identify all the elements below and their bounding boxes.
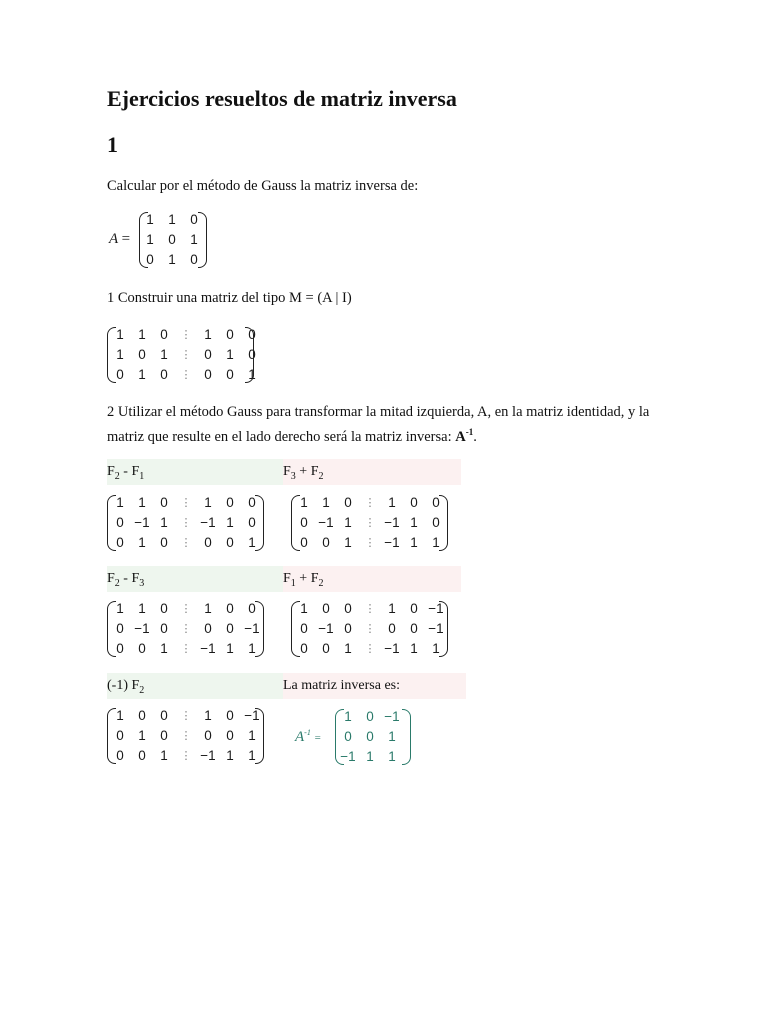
matrix-cell: 0 [138, 347, 146, 362]
operation-operator: + F [295, 571, 319, 586]
matrix-cell: 0 [190, 212, 198, 227]
matrix-cell: 1 [226, 347, 234, 362]
operation-matrix-grid [293, 599, 447, 659]
matrix-cell: 0 [138, 641, 146, 656]
operation-subscript: 1 [139, 470, 145, 482]
matrix-cell: 0 [300, 621, 308, 636]
matrix-cell: 0 [248, 327, 256, 342]
matrix-cell: 1 [226, 641, 234, 656]
operation-matrix-grid [109, 706, 263, 766]
matrix-cell: −1 [384, 535, 400, 550]
matrix-row [139, 210, 205, 230]
matrix-cell: −1 [340, 749, 356, 764]
augment-separator: ⋮ [180, 603, 192, 615]
matrix-cell: 0 [226, 367, 234, 382]
matrix-row [109, 706, 263, 726]
matrix-cell: 1 [138, 601, 146, 616]
operation-matrix-grid [109, 493, 263, 553]
matrix-cell: 0 [226, 535, 234, 550]
matrix-row [293, 493, 447, 513]
operation-label: F [283, 571, 291, 586]
matrix-cell: 0 [160, 327, 168, 342]
matrix-cell: 0 [248, 515, 256, 530]
matrix-cell: 0 [226, 708, 234, 723]
matrix-cell: 0 [344, 729, 352, 744]
right-bracket [198, 212, 207, 268]
augment-separator: ⋮ [180, 369, 192, 381]
matrix-row [139, 230, 205, 250]
matrix-cell: 0 [204, 728, 212, 743]
matrix-cell: 0 [432, 495, 440, 510]
matrix-cell: 0 [204, 621, 212, 636]
matrix-cell: 0 [116, 621, 124, 636]
matrix-cell: 0 [432, 515, 440, 530]
matrix-cell: −1 [318, 621, 334, 636]
matrix-row [293, 619, 447, 639]
matrix-cell: 1 [344, 515, 352, 530]
matrix-cell: 0 [344, 495, 352, 510]
right-bracket [255, 708, 264, 764]
operation-subscript: 2 [114, 577, 120, 589]
matrix-row [139, 250, 205, 270]
matrix-cell: 0 [248, 601, 256, 616]
matrix-row [293, 533, 447, 553]
operation-operator: - F [119, 571, 140, 586]
matrix-cell: 0 [160, 535, 168, 550]
matrix-cell: 1 [146, 232, 154, 247]
matrix-cell: 1 [160, 515, 168, 530]
matrix-cell: 0 [226, 621, 234, 636]
matrix-cell: 1 [388, 495, 396, 510]
matrix-cell: 1 [248, 641, 256, 656]
matrix-cell: 0 [116, 748, 124, 763]
operation-operator: + F [295, 464, 319, 479]
page-title: Ejercicios resueltos de matriz inversa [107, 86, 457, 111]
operation-header [283, 566, 461, 592]
matrix-cell: 1 [116, 495, 124, 510]
matrix-cell: 0 [226, 728, 234, 743]
matrix-cell: 1 [388, 749, 396, 764]
problem-statement: Calcular por el método de Gauss la matriz inversa de: [107, 178, 419, 194]
augment-separator: ⋮ [364, 623, 376, 635]
operation-subscript: 2 [318, 577, 324, 589]
matrix-cell: 1 [248, 367, 256, 382]
matrix-cell: 1 [204, 327, 212, 342]
matrix-cell: 0 [138, 748, 146, 763]
operation-label: F [283, 464, 291, 479]
matrix-cell: 1 [204, 495, 212, 510]
matrix-row [109, 365, 263, 385]
augment-separator: ⋮ [364, 537, 376, 549]
matrix-cell: 1 [248, 535, 256, 550]
matrix-cell: 1 [366, 749, 374, 764]
right-bracket [255, 601, 264, 657]
augment-separator: ⋮ [180, 497, 192, 509]
operation-label: F [107, 464, 115, 479]
matrix-cell: 0 [248, 495, 256, 510]
matrix-cell: 0 [322, 601, 330, 616]
matrix-cell: −1 [318, 515, 334, 530]
matrix-cell: 1 [160, 347, 168, 362]
exercise-number: 1 [107, 132, 118, 157]
matrix-cell: 0 [322, 535, 330, 550]
step1-text: 1 Construir una matriz del tipo M = (A | I) [107, 290, 352, 306]
operation-matrix [107, 706, 267, 768]
augment-separator: ⋮ [180, 349, 192, 361]
matrix-row [337, 747, 403, 767]
result-header: La matriz inversa es: [283, 673, 466, 699]
operation-subscript: 3 [139, 577, 145, 589]
matrix-row [109, 345, 263, 365]
matrix-cell: 0 [160, 367, 168, 382]
matrix-cell: 0 [410, 601, 418, 616]
matrix-cell: −1 [244, 708, 260, 723]
matrix-cell: 0 [226, 327, 234, 342]
matrix-row [293, 639, 447, 659]
augment-separator: ⋮ [180, 730, 192, 742]
matrix-cell: 0 [146, 252, 154, 267]
matrix-cell: 0 [300, 641, 308, 656]
matrix-cell: 1 [410, 515, 418, 530]
matrix-cell: 0 [160, 601, 168, 616]
matrix-cell: 1 [168, 252, 176, 267]
matrix-cell: −1 [200, 748, 216, 763]
matrix-cell: 0 [366, 709, 374, 724]
matrix-cell: 1 [322, 495, 330, 510]
operation-matrix [291, 599, 451, 661]
matrix-row [293, 599, 447, 619]
matrix-row [109, 513, 263, 533]
matrix-cell: −1 [244, 621, 260, 636]
matrix-row [109, 325, 263, 345]
operation-header [107, 566, 285, 592]
matrix-cell: 0 [204, 347, 212, 362]
operation-operator: - F [119, 464, 140, 479]
matrix-cell: 1 [146, 212, 154, 227]
matrix-cell: 1 [138, 728, 146, 743]
matrix-cell: 0 [116, 367, 124, 382]
matrix-cell: 1 [226, 748, 234, 763]
matrix-cell: 0 [160, 621, 168, 636]
matrix-cell: 1 [116, 708, 124, 723]
matrix-a-label: A = [109, 231, 131, 247]
matrix-cell: 0 [190, 252, 198, 267]
matrix-cell: 0 [226, 601, 234, 616]
matrix-cell: 0 [160, 495, 168, 510]
matrix-row [109, 599, 263, 619]
augment-separator: ⋮ [364, 497, 376, 509]
matrix-cell: −1 [384, 515, 400, 530]
matrix-cell: 1 [432, 535, 440, 550]
matrix-cell: 1 [300, 601, 308, 616]
matrix-cell: 1 [432, 641, 440, 656]
operation-header [107, 459, 285, 485]
matrix-cell: 0 [160, 708, 168, 723]
matrix-row [109, 533, 263, 553]
operation-subscript: 1 [290, 577, 296, 589]
matrix-row [337, 727, 403, 747]
matrix-cell: 1 [300, 495, 308, 510]
operation-matrix [291, 493, 451, 555]
matrix-cell: 0 [168, 232, 176, 247]
augment-separator: ⋮ [180, 750, 192, 762]
augment-separator: ⋮ [180, 329, 192, 341]
matrix-cell: 0 [204, 535, 212, 550]
operation-subscript: 2 [114, 470, 120, 482]
augment-separator: ⋮ [180, 517, 192, 529]
matrix-cell: 1 [410, 535, 418, 550]
step2-text: 2 Utilizar el método Gauss para transformar la mitad izquierda, A, en la matriz identidad, y la matriz que resulte en el lado derecho será la matriz inversa: $A^{-1}$. [107, 404, 650, 445]
augment-separator: ⋮ [364, 643, 376, 655]
matrix-cell: 1 [204, 708, 212, 723]
augment-separator: ⋮ [180, 537, 192, 549]
matrix-cell: 1 [138, 367, 146, 382]
operation-matrix-grid [109, 599, 263, 659]
matrix-cell: 1 [138, 327, 146, 342]
matrix-row [109, 746, 263, 766]
matrix-cell: 1 [344, 709, 352, 724]
matrix-row [109, 639, 263, 659]
operation-label: (-1) F [107, 678, 140, 693]
right-bracket [245, 327, 254, 383]
matrix-cell: 0 [388, 621, 396, 636]
matrix-cell: 0 [138, 708, 146, 723]
matrix-a-grid [139, 210, 205, 270]
matrix-row [109, 493, 263, 513]
matrix-cell: 1 [116, 347, 124, 362]
operation-matrix-grid [293, 493, 447, 553]
matrix-cell: 0 [226, 495, 234, 510]
matrix-a [109, 210, 219, 272]
operation-matrix [107, 599, 267, 661]
matrix-cell: 0 [366, 729, 374, 744]
matrix-cell: 0 [344, 601, 352, 616]
augment-separator: ⋮ [180, 710, 192, 722]
matrix-cell: 0 [160, 728, 168, 743]
operation-subscript: 2 [139, 684, 145, 696]
inverse-matrix [295, 707, 435, 769]
matrix-cell: 1 [116, 327, 124, 342]
operation-header [283, 459, 461, 485]
right-bracket [255, 495, 264, 551]
matrix-cell: −1 [134, 621, 150, 636]
operation-matrix [107, 493, 267, 555]
right-bracket [439, 601, 448, 657]
matrix-cell: 1 [248, 728, 256, 743]
matrix-cell: 0 [410, 495, 418, 510]
matrix-cell: −1 [384, 709, 400, 724]
matrix-cell: 0 [300, 535, 308, 550]
operation-subscript: 2 [318, 470, 324, 482]
matrix-cell: 1 [160, 641, 168, 656]
matrix-cell: 0 [322, 641, 330, 656]
right-bracket [402, 709, 411, 765]
inverse-label: $A^{-1}$ = [295, 728, 321, 745]
augment-separator: ⋮ [364, 603, 376, 615]
augment-separator: ⋮ [180, 643, 192, 655]
matrix-cell: 1 [138, 535, 146, 550]
operation-label: F [107, 571, 115, 586]
matrix-row [293, 513, 447, 533]
matrix-cell: −1 [134, 515, 150, 530]
matrix-cell: 0 [116, 641, 124, 656]
matrix-cell: 0 [248, 347, 256, 362]
matrix-cell: −1 [200, 515, 216, 530]
matrix-cell: −1 [428, 621, 444, 636]
matrix-cell: 1 [116, 601, 124, 616]
matrix-cell: 1 [344, 535, 352, 550]
matrix-cell: 0 [116, 515, 124, 530]
matrix-cell: 1 [344, 641, 352, 656]
augment-separator: ⋮ [180, 623, 192, 635]
matrix-row [109, 619, 263, 639]
matrix-m [107, 325, 267, 387]
matrix-cell: 1 [410, 641, 418, 656]
operation-subscript: 3 [290, 470, 296, 482]
matrix-m-grid [109, 325, 263, 385]
matrix-cell: 1 [248, 748, 256, 763]
matrix-cell: 1 [226, 515, 234, 530]
matrix-cell: 1 [168, 212, 176, 227]
matrix-cell: 0 [344, 621, 352, 636]
matrix-row [337, 707, 403, 727]
matrix-cell: −1 [428, 601, 444, 616]
augment-separator: ⋮ [364, 517, 376, 529]
matrix-cell: 1 [190, 232, 198, 247]
matrix-cell: 1 [160, 748, 168, 763]
matrix-cell: 0 [300, 515, 308, 530]
matrix-cell: 1 [388, 729, 396, 744]
inverse-grid [337, 707, 403, 767]
matrix-cell: 0 [410, 621, 418, 636]
matrix-cell: 0 [204, 367, 212, 382]
matrix-cell: 1 [204, 601, 212, 616]
matrix-cell: −1 [200, 641, 216, 656]
matrix-cell: 0 [116, 728, 124, 743]
matrix-row [109, 726, 263, 746]
right-bracket [439, 495, 448, 551]
matrix-cell: 1 [138, 495, 146, 510]
matrix-cell: 0 [116, 535, 124, 550]
matrix-cell: −1 [384, 641, 400, 656]
matrix-cell: 1 [388, 601, 396, 616]
operation-header [107, 673, 285, 699]
